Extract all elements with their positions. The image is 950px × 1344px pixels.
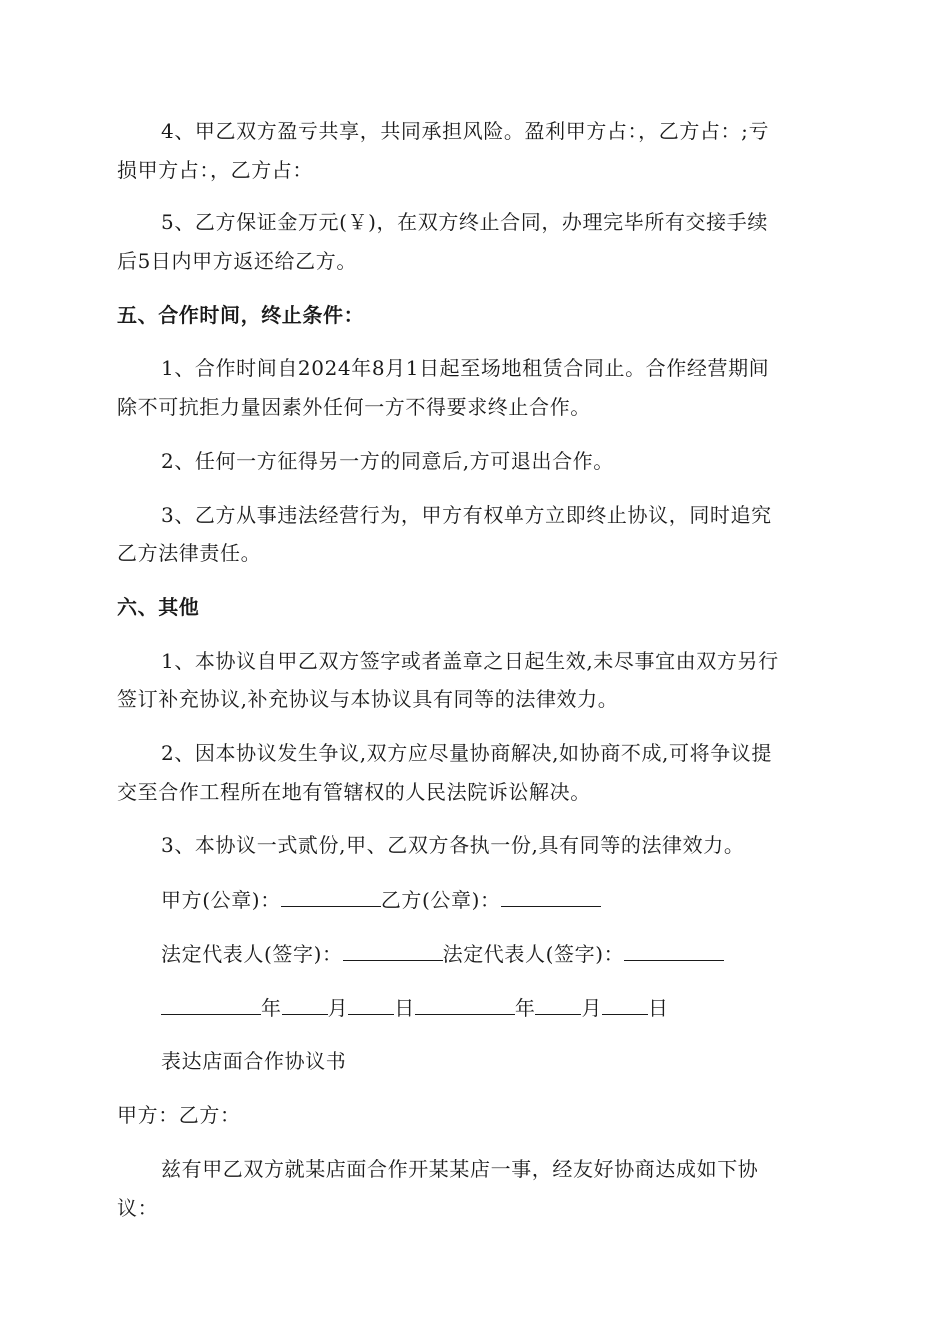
month-b-blank: [535, 994, 581, 1015]
rep-a-blank: [343, 940, 443, 961]
day-a-label: 日: [394, 996, 415, 1020]
clause-5-line-2: 后5日内甲方返还给乙方。: [117, 249, 357, 273]
year-b-label: 年: [514, 996, 536, 1020]
term-3-line-1: 3、乙方从事违法经营行为，甲方有权单方立即终止协议，同时追究: [161, 503, 772, 527]
section-5-heading: 五、合作时间，终止条件：: [117, 303, 365, 327]
party-b-seal-blank: [501, 886, 601, 907]
month-b-label: 月: [581, 996, 603, 1020]
term-1-line-1: 1、合作时间自2024年8月1日起至场地租赁合同止。合作经营期间: [161, 356, 770, 380]
representative-row: [161, 940, 833, 967]
other-2-line-1: 2、因本协议发生争议,双方应尽量协商解决,如协商不成,可将争议提: [161, 741, 772, 765]
rep-b-label: 法定代表人(签字)：: [442, 942, 625, 966]
second-doc-parties: 甲方：乙方：: [117, 1103, 241, 1127]
other-1-line-1: 1、本协议自甲乙双方签字或者盖章之日起生效,未尽事宜由双方另行: [161, 649, 779, 673]
clause-4-line-2: 损甲方占：，乙方占：: [117, 158, 313, 182]
party-a-seal-label: 甲方(公章)：: [161, 888, 281, 912]
year-a-blank: [161, 994, 261, 1015]
term-1-line-2: 除不可抗拒力量因素外任何一方不得要求终止合作。: [117, 395, 591, 419]
day-b-label: 日: [648, 996, 669, 1020]
rep-b-blank: [624, 940, 724, 961]
party-a-seal-blank: [281, 886, 381, 907]
second-doc-title: 表达店面合作协议书: [161, 1049, 347, 1073]
month-a-label: 月: [327, 996, 349, 1020]
year-b-blank: [415, 994, 515, 1015]
date-row: [161, 994, 833, 1021]
section-6-heading: 六、其他: [117, 595, 200, 619]
day-b-blank: [602, 994, 648, 1015]
term-3-line-2: 乙方法律责任。: [117, 541, 262, 565]
other-3-line: 3、本协议一式贰份,甲、乙双方各执一份,具有同等的法律效力。: [161, 833, 745, 857]
second-doc-intro-line-2: 议：: [117, 1196, 159, 1220]
second-doc-intro-line-1: 兹有甲乙双方就某店面合作开某某店一事，经友好协商达成如下协: [161, 1157, 759, 1181]
day-a-blank: [348, 994, 394, 1015]
party-b-seal-label: 乙方(公章)：: [380, 888, 501, 912]
other-2-line-2: 交至合作工程所在地有管辖权的人民法院诉讼解决。: [117, 780, 591, 804]
rep-a-label: 法定代表人(签字)：: [161, 942, 343, 966]
seal-row: [161, 886, 833, 913]
clause-5-line-1: 5、乙方保证金万元(￥)，在双方终止合同，办理完毕所有交接手续: [161, 210, 768, 234]
other-1-line-2: 签订补充协议,补充协议与本协议具有同等的法律效力。: [117, 687, 619, 711]
clause-4-line-1: 4、甲乙双方盈亏共享，共同承担风险。盈利甲方占：，乙方占：;亏: [161, 119, 770, 143]
year-a-label: 年: [261, 996, 282, 1020]
term-2-line: 2、任何一方征得另一方的同意后,方可退出合作。: [161, 449, 614, 473]
month-a-blank: [282, 994, 328, 1015]
